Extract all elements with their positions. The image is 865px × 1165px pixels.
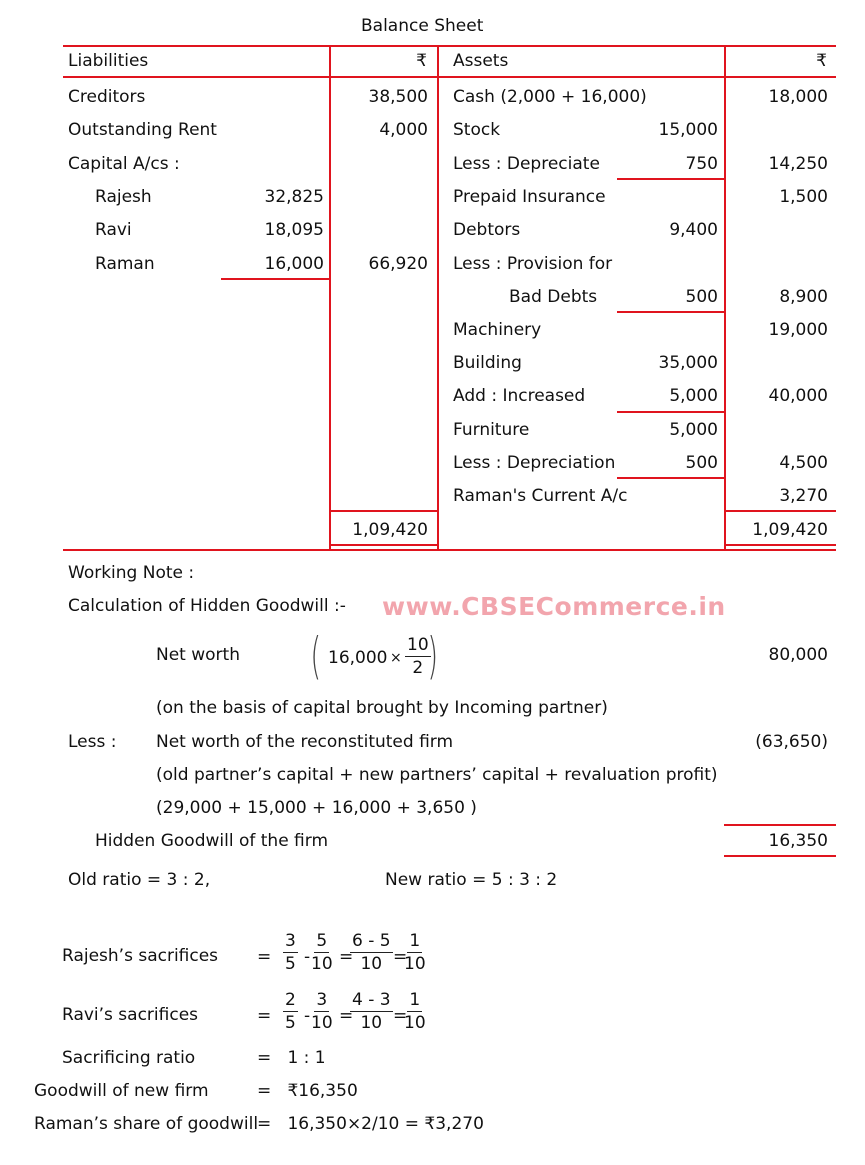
less-label: Less :: [68, 732, 117, 752]
raman-share-label: Raman’s share of goodwill: [34, 1114, 259, 1134]
fraction: [311, 992, 333, 1032]
header-bottom-border: [63, 76, 836, 78]
goodwill-bottom-rule: [724, 855, 836, 857]
reconstituted-description: (old partner’s capital + new partners’ capital + revaluation profit): [156, 765, 718, 785]
reconstituted-label: Net worth of the reconstituted firm: [156, 732, 454, 752]
assets-total: 1,09,420: [752, 520, 828, 540]
capital-partner-name: Ravi: [95, 220, 132, 240]
minus-sign: -: [304, 947, 311, 967]
stock-subtotal-rule: [617, 178, 725, 180]
balance-sheet-title: Balance Sheet: [361, 16, 484, 36]
sacrificing-ratio-value: = 1 : 1: [257, 1048, 326, 1068]
fraction-denominator: 10: [404, 1013, 426, 1033]
equals-sign: =: [339, 947, 354, 967]
building-net-amount: 40,000: [768, 386, 828, 406]
hidden-goodwill-label: Hidden Goodwill of the firm: [95, 831, 329, 851]
fraction: [283, 992, 298, 1032]
watermark: www.CBSECommerce.in: [382, 592, 726, 621]
assets-amount-column-divider: [724, 45, 726, 551]
building-inner-amount: 35,000: [658, 353, 718, 373]
fraction: [283, 933, 298, 973]
sacrificing-ratio-label: Sacrificing ratio: [62, 1048, 196, 1068]
furniture-inner-amount: 5,000: [669, 420, 718, 440]
furniture-net-amount: 4,500: [779, 453, 828, 473]
hidden-goodwill-value: 16,350: [768, 831, 828, 851]
provision-label: Less : Provision for: [453, 254, 613, 274]
fraction: [404, 992, 426, 1032]
capital-partner-amount: 32,825: [264, 187, 324, 207]
cash-amount: 18,000: [768, 87, 828, 107]
capital-accounts-label: Capital A/cs :: [68, 154, 180, 174]
rupee-icon: ₹: [416, 51, 427, 71]
creditors-label: Creditors: [68, 87, 146, 107]
capital-subtotal-rule: [221, 278, 330, 280]
equals-sign: =: [339, 1006, 354, 1026]
debtors-net-amount: 8,900: [779, 287, 828, 307]
fraction-numerator: 10: [407, 635, 429, 655]
outstanding-rent-label: Outstanding Rent: [68, 120, 217, 140]
fraction-denominator: 10: [311, 1013, 333, 1033]
fraction-numerator: 5: [316, 931, 328, 951]
furniture-depreciation-label: Less : Depreciation: [453, 453, 616, 473]
equals-sign: =: [393, 1006, 408, 1026]
furniture-depreciation-inner: 500: [685, 453, 718, 473]
fraction-denominator: 5: [285, 954, 296, 974]
assets-header: Assets: [453, 51, 509, 71]
hidden-goodwill-heading: Calculation of Hidden Goodwill :-: [68, 596, 346, 616]
fraction-numerator: 3: [316, 990, 328, 1010]
debtors-label: Debtors: [453, 220, 521, 240]
capital-partner-name: Rajesh: [95, 187, 152, 207]
fraction: [350, 933, 393, 973]
capital-total-amount: 66,920: [368, 254, 428, 274]
fraction-numerator: 1: [409, 931, 421, 951]
equals-sign: =: [257, 947, 272, 967]
debtors-inner-amount: 9,400: [669, 220, 718, 240]
prepaid-insurance-label: Prepaid Insurance: [453, 187, 606, 207]
goodwill-new-firm-value: = ₹16,350: [257, 1081, 358, 1101]
fraction-numerator: 6 - 5: [352, 931, 391, 951]
equals-sign: =: [257, 1006, 272, 1026]
capital-partner-amount: 16,000: [264, 254, 324, 274]
stock-depreciation-inner: 750: [685, 154, 718, 174]
machinery-label: Machinery: [453, 320, 542, 340]
cash-label: Cash (2,000 + 16,000): [453, 87, 647, 107]
prepaid-insurance-amount: 1,500: [779, 187, 828, 207]
multiply-sign: ×: [390, 650, 402, 666]
creditors-amount: 38,500: [368, 87, 428, 107]
bad-debts-inner: 500: [685, 287, 718, 307]
machinery-amount: 19,000: [768, 320, 828, 340]
fraction: [404, 933, 426, 973]
center-column-divider: [437, 45, 439, 551]
debtors-subtotal-rule: [617, 311, 725, 313]
equals-sign: =: [393, 947, 408, 967]
raman-share-value: = 16,350×2/10 = ₹3,270: [257, 1114, 484, 1134]
capital-partner-name: Raman: [95, 254, 155, 274]
stock-label: Stock: [453, 120, 501, 140]
fraction-denominator: 10: [404, 954, 426, 974]
fraction-denominator: 10: [360, 954, 383, 974]
fraction-numerator: 4 - 3: [352, 990, 391, 1010]
fraction: [350, 992, 393, 1032]
reconstituted-value: (63,650): [755, 732, 828, 752]
raman-current-amount: 3,270: [779, 486, 828, 506]
rupee-icon: ₹: [816, 51, 827, 71]
building-subtotal-rule: [617, 411, 725, 413]
fraction-numerator: 1: [409, 990, 421, 1010]
table-top-border: [63, 45, 836, 47]
building-increase-label: Add : Increased: [453, 386, 586, 406]
assets-total-top-rule: [724, 510, 836, 512]
fraction-denominator: 5: [285, 1013, 296, 1033]
net-worth-basis: (on the basis of capital brought by Incoming partner): [156, 698, 608, 718]
furniture-subtotal-rule: [617, 477, 725, 479]
liabilities-total: 1,09,420: [352, 520, 428, 540]
liabilities-amount-column-divider: [329, 45, 331, 551]
goodwill-top-rule: [724, 824, 836, 826]
table-bottom-border: [63, 549, 836, 551]
fraction-denominator: 2: [412, 658, 424, 678]
old-ratio: Old ratio = 3 : 2,: [68, 870, 211, 890]
reconstituted-calculation: (29,000 + 15,000 + 16,000 + 3,650 ): [156, 798, 477, 818]
outstanding-rent-amount: 4,000: [379, 120, 428, 140]
building-increase-inner: 5,000: [669, 386, 718, 406]
liabilities-total-bottom-rule: [329, 544, 439, 546]
stock-depreciation-label: Less : Depreciate: [453, 154, 600, 174]
bad-debts-label: Bad Debts: [509, 287, 598, 307]
goodwill-new-firm-label: Goodwill of new firm: [34, 1081, 209, 1101]
fraction-numerator: 3: [285, 931, 296, 951]
capital-partner-amount: 18,095: [264, 220, 324, 240]
ravi-sacrifice-label: Ravi’s sacrifices: [62, 1005, 199, 1025]
liabilities-total-top-rule: [329, 510, 439, 512]
fraction-denominator: 10: [311, 954, 333, 974]
fraction-numerator: 2: [285, 990, 296, 1010]
furniture-label: Furniture: [453, 420, 530, 440]
stock-inner-amount: 15,000: [658, 120, 718, 140]
formula-base: 16,000: [328, 648, 388, 668]
stock-net-amount: 14,250: [768, 154, 828, 174]
working-note-heading: Working Note :: [68, 563, 195, 583]
open-paren: (: [310, 627, 322, 685]
net-worth-label: Net worth: [156, 645, 240, 665]
assets-total-bottom-rule: [724, 544, 836, 546]
new-ratio: New ratio = 5 : 3 : 2: [385, 870, 558, 890]
building-label: Building: [453, 353, 522, 373]
raman-current-label: Raman's Current A/c: [453, 486, 628, 506]
fraction-denominator: 10: [360, 1013, 383, 1033]
fraction: [311, 933, 333, 973]
minus-sign: -: [304, 1006, 311, 1026]
net-worth-value: 80,000: [768, 645, 828, 665]
close-paren: ): [427, 627, 439, 685]
liabilities-header: Liabilities: [68, 51, 149, 71]
rajesh-sacrifice-label: Rajesh’s sacrifices: [62, 946, 219, 966]
